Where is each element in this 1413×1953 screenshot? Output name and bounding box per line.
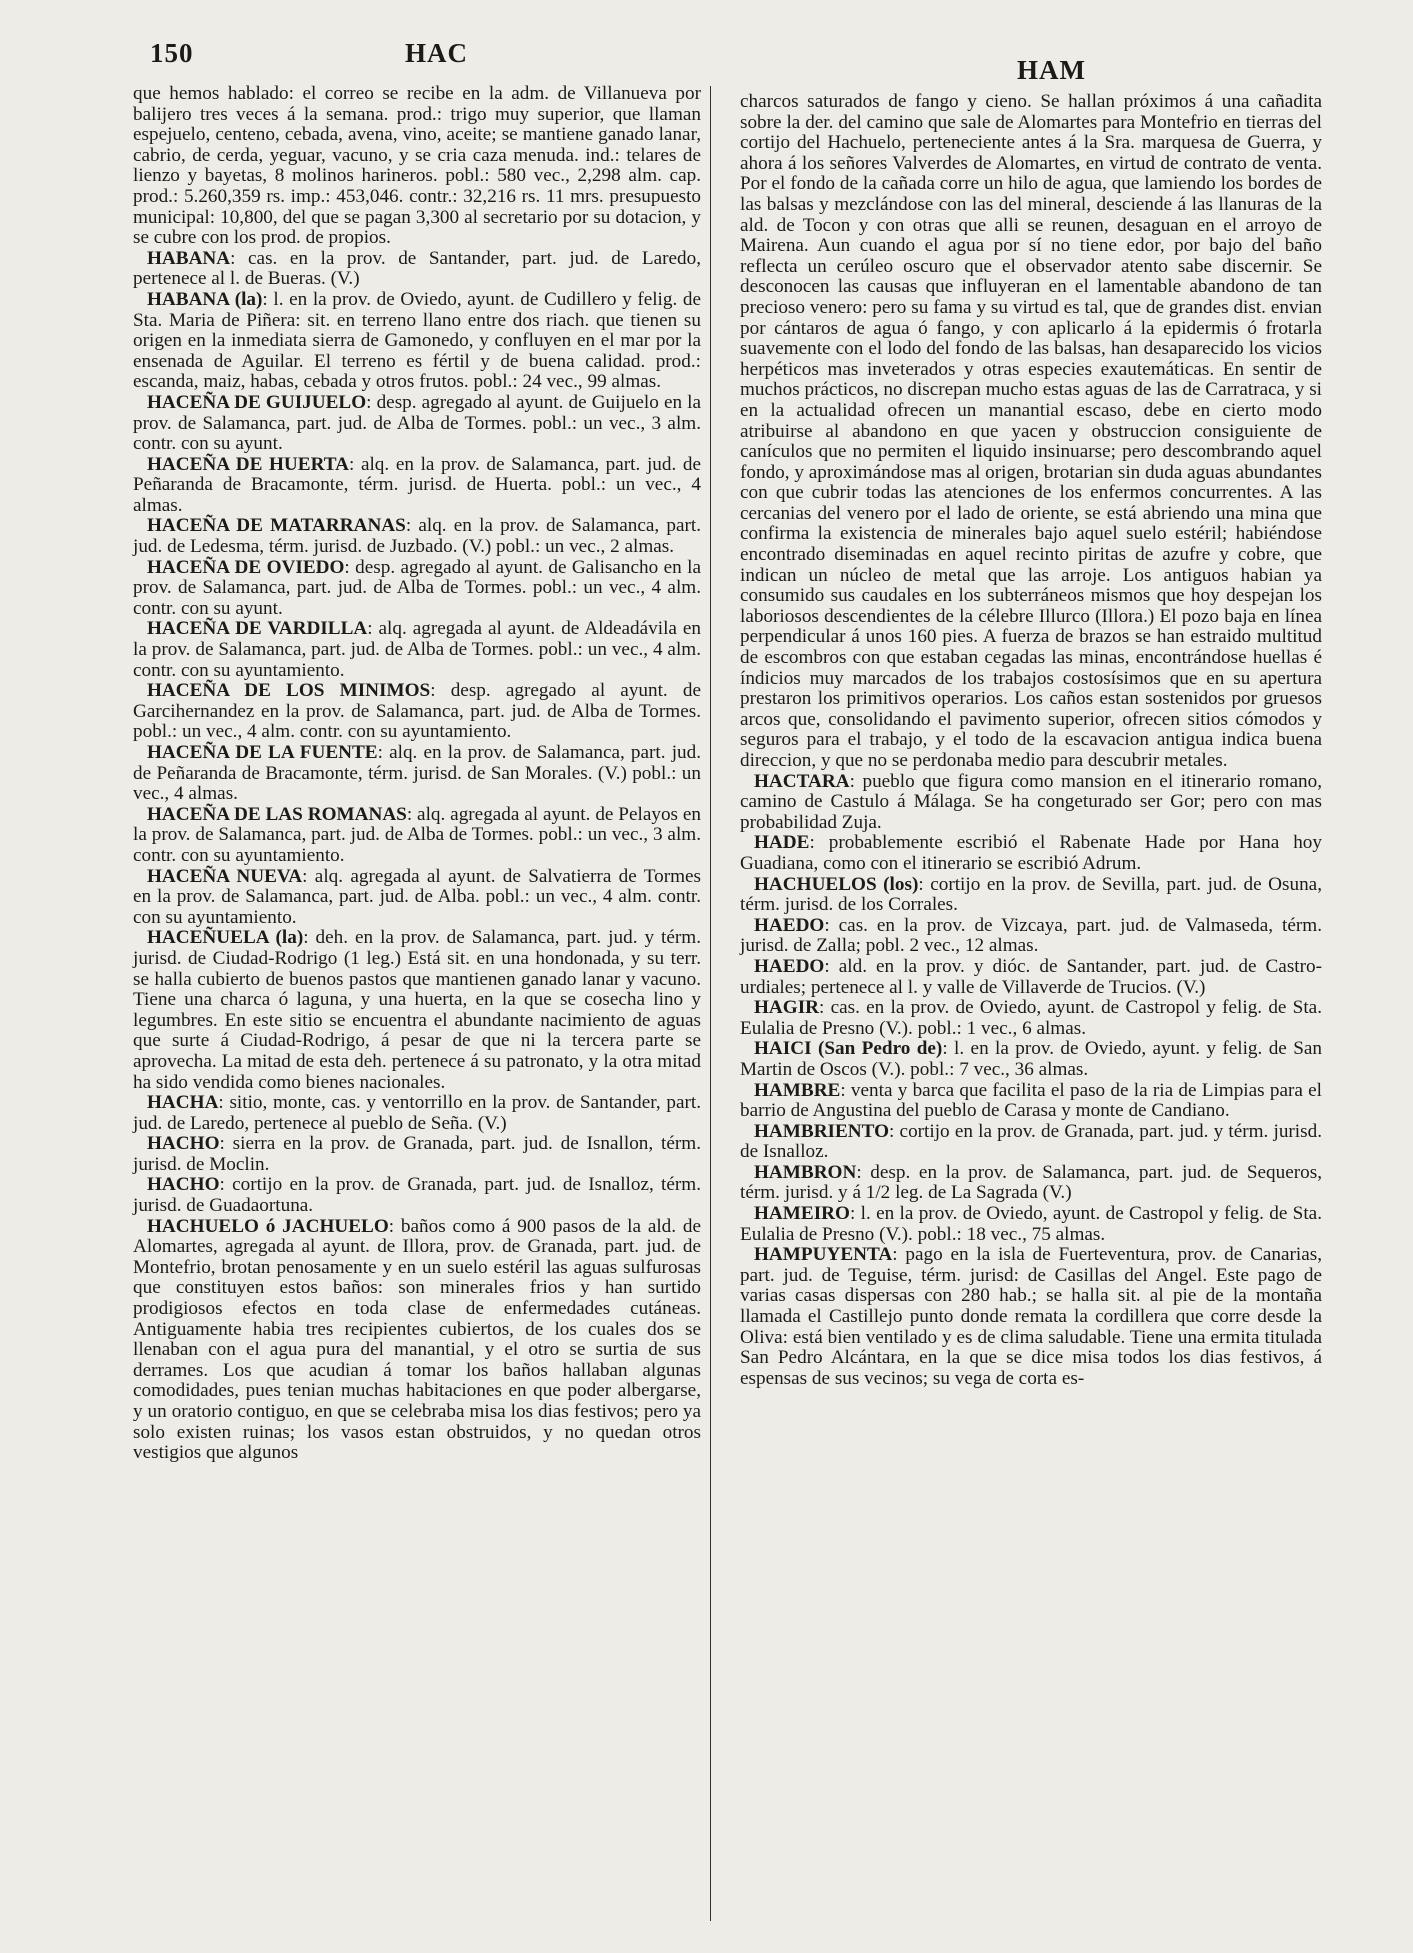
entry-body: : l. en la prov. de Oviedo, ayunt. de Castropol y felig. de Sta. Eulalia de Presno (V.). pobl.: 18 vec., 75 almas. xyxy=(740,1203,1322,1245)
page-number: 150 xyxy=(150,38,194,68)
entry-headword: HACEÑA DE HUERTA xyxy=(147,453,349,475)
entry-body: : alq. agregada al ayunt. de Salvatierra de Tormes en la prov. de Salamanca, part. jud. de Alba. pobl.: un vec., 4 alm. contr. con su ayuntamiento. xyxy=(133,865,701,928)
entry-headword: HACEÑA DE LA FUENTE xyxy=(147,742,378,763)
entry-headword: HACEÑA DE MATARRANAS xyxy=(147,515,406,537)
entry xyxy=(740,916,1322,957)
entry-body: : l. en la prov. de Oviedo, ayunt. de Cudillero y felig. de Sta. Maria de Piñera: sit. en terreno llano entre dos riach. que tienen su origen en la inmediata sierra de Gamonedo, y confluyen en el mar por la ensenada de Aguilar. El terreno es fértil y de buena calidad. prod.: escanda, maiz, habas, cebada y otros frutos. pobl.: 24 vec., 99 almas. xyxy=(133,288,701,393)
entry-headword: HAICI (San Pedro de) xyxy=(754,1038,943,1060)
entry xyxy=(133,393,701,455)
left-guide-word: HAC xyxy=(405,38,468,68)
entry-body: : desp. agregado al ayunt. de Garcihernandez en la prov. de Salamanca, part. jud. de Alba de Tormes. pobl.: un vec., 4 alm. contr. con su ayuntamiento. xyxy=(133,680,701,743)
entry xyxy=(133,516,701,557)
entry xyxy=(133,558,701,620)
entry xyxy=(133,743,701,805)
entry-headword: HAEDO xyxy=(754,955,825,977)
entry-body: : l. en la prov. de Oviedo, ayunt. y felig. de San Martin de Oscos (V.). pobl.: 7 vec., 36 almas. xyxy=(740,1038,1322,1080)
entry xyxy=(740,1081,1322,1122)
entry-body: : desp. en la prov. de Salamanca, part. jud. de Sequeros, térm. jurisd. y á 1/2 leg. de La Sagrada (V.) xyxy=(740,1161,1322,1204)
entry-headword: HACEÑA DE OVIEDO xyxy=(147,556,345,578)
entry-headword: HAEDO xyxy=(754,914,825,936)
entry-headword: HACEÑA NUEVA xyxy=(147,865,303,887)
entry xyxy=(133,1217,701,1464)
entry-body: : cortijo en la prov. de Granada, part. jud. y térm. jurisd. de Isnalloz. xyxy=(740,1120,1322,1163)
entry xyxy=(740,875,1322,916)
entry-headword: HACEÑA DE GUIJUELO xyxy=(147,391,367,413)
entry xyxy=(740,1245,1322,1389)
entry-headword: HACHO xyxy=(147,1174,220,1196)
entry-body: : sitio, monte, cas. y ventorrillo en la prov. de Santander, part. jud. de Laredo, pertenece al pueblo de Seña. (V.) xyxy=(133,1092,701,1134)
entry-headword: HACHA xyxy=(147,1092,219,1114)
entry xyxy=(133,805,701,867)
entry-body: : alq. en la prov. de Salamanca, part. jud. de Peñaranda de Bracamonte, térm. jurisd. de Huerta. pobl.: un vec., 4 almas. xyxy=(133,453,701,516)
entry-body: : venta y barca que facilita el paso de la ria de Limpias para el barrio de Angustina del pueblo de Carasa y monte de Candiano. xyxy=(740,1079,1322,1122)
entry xyxy=(133,619,701,681)
entry-headword: HACEÑA DE LOS MINIMOS xyxy=(147,680,431,702)
entry xyxy=(740,998,1322,1039)
entry-body: : cortijo en la prov. de Sevilla, part. jud. de Osuna, térm. jurisd. de los Corrales. xyxy=(740,873,1322,916)
entry-body: : pago en la isla de Fuerteventura, prov. de Canarias, part. jud. de Teguise, térm. jurisd: de Casillas del Angel. Este pago de varias casas dispersas con 280 hab.; se halla sit. al pie de la montaña llamada el Castillejo punto donde remata la cordillera que corre desde la Oliva: está bien ventilado y es de clima saludable. Tiene una ermita titulada San Pedro Alcántara, en la que se dice misa todos los dias festivos, á espensas de sus vecinos; su vega de corta es- xyxy=(740,1244,1322,1389)
entry xyxy=(740,92,1322,772)
entry-headword: HADE xyxy=(754,832,810,854)
entry-body: : desp. agregado al ayunt. de Galisancho en la prov. de Salamanca, part. jud. de Alba de Tormes. pobl.: un vec., 4 alm. contr. con su ayunt. xyxy=(133,556,701,619)
entry-headword: HAGIR xyxy=(754,997,820,1019)
left-column xyxy=(133,84,701,1464)
entry-headword: HACHO xyxy=(147,1133,220,1155)
entry xyxy=(740,1163,1322,1204)
entry-headword: HABANA (la) xyxy=(147,288,263,310)
entry xyxy=(133,455,701,517)
entry-body: : cas. en la prov. de Vizcaya, part. jud. de Valmaseda, térm. jurisd. de Zalla; pobl. 2 vec., 12 almas. xyxy=(740,914,1322,957)
entry-headword: HACEÑUELA (la) xyxy=(147,927,304,949)
entry-body: : baños como á 900 pasos de la ald. de Alomartes, agregada al ayunt. de Illora, prov. de Granada, part. jud. de Montefrio, brotan penosamente y en un suelo estéril las aguas sulfurosas que constituyen estos baños: son minerales frios y han surtido prodigiosos efectos en toda clase de enfermedades cutáneas. Antiguamente habia tres recipientes cubiertos, de los cuales dos se llenaban con el agua pura del manantial, y el otro se surtia de sus derrames. Los que acudian á tomar los baños hallaban algunas comodidades, pues tenian muchas habitaciones en que poder albergarse, y un oratorio contiguo, en que se celebraba misa los dias festivos; pero ya solo existen ruinas; los vasos estan obstruidos, y no quedan otros vestigios que algunos xyxy=(133,1215,701,1464)
entry-body: que hemos hablado: el correo se recibe en la adm. de Villanueva por balijero tres veces á la semana. prod.: trigo muy superior, que llaman espejuelo, centeno, cebada, avena, vino, aceite; se mantiene ganado lanar, cabrio, de cerda, yeguar, vacuno, y se cria caza menuda. ind.: telares de lienzo y bayetas, 8 molinos harineros. pobl.: 580 vec., 2,298 alm. cap. prod.: 5.260,359 rs. imp.: 453,046. contr.: 32,216 rs. 11 mrs. presupuesto municipal: 10,800, del que se pagan 3,300 al secretario por su dotacion, y se cubre con los prod. de propios. xyxy=(133,83,701,249)
entry xyxy=(740,1122,1322,1163)
entry xyxy=(133,84,701,249)
entry xyxy=(133,681,701,743)
entry xyxy=(133,1134,701,1175)
entry-body: : cortijo en la prov. de Granada, part. jud. de Isnalloz, térm. jurisd. de Guadaortuna. xyxy=(133,1174,701,1217)
entry-body: : alq. agregada al ayunt. de Pelayos en la prov. de Salamanca, part. jud. de Alba de Tormes. pobl.: un vec., 3 alm. contr. con su ayuntamiento. xyxy=(133,803,701,866)
right-column xyxy=(740,92,1322,1389)
entry-body: : cas. en la prov. de Oviedo, ayunt. de Castropol y felig. de Sta. Eulalia de Presno (V.). pobl.: 1 vec., 6 almas. xyxy=(740,997,1322,1039)
entry-headword: HABANA xyxy=(147,247,231,269)
entry xyxy=(740,772,1322,834)
entry-headword: HACHUELO ó JACHUELO xyxy=(147,1215,389,1237)
entry-body: : deh. en la prov. de Salamanca, part. jud. y térm. jurisd. de Ciudad-Rodrigo (1 leg.) Está sit. en una hondonada, y su terr. se halla cubierto de buenos pastos que mantienen ganado lanar y vacuno. Tiene una charca ó laguna, y una huerta, en la que se cosecha lino y legumbres. En este sitio se encuentra el abundante nacimiento de aguas que surte á Ciudad-Rodrigo, á pesar de que ni la tercera parte se aprovecha. La mitad de esta deh. pertenece á su patronato, y la otra mitad ha sido vendida como bienes nacionales. xyxy=(133,927,702,1093)
entry-body: : alq. agregada al ayunt. de Aldeadávila en la prov. de Salamanca, part. jud. de Alba de Tormes. pobl.: un vec., 4 alm. contr. con su ayuntamiento. xyxy=(133,618,701,681)
entry-body: : probablemente escribió el Rabenate Hade por Hana hoy Guadiana, como con el itinerario se escribió Adrum. xyxy=(740,832,1322,874)
entry xyxy=(740,957,1322,998)
entry xyxy=(133,928,701,1093)
entry-body: charcos saturados de fango y cieno. Se hallan próximos á una cañadita sobre la der. del camino que sale de Alomartes para Montefrio en tierras del cortijo del Hachuelo, perteneciente antes á la Sra. marquesa de Guerra, y ahora á los señores Valverdes de Alomartes, en virtud de contrato de venta. Por el fondo de la cañada corre un hilo de agua, que lamiendo los bordes de las balsas y mezclándose con las del mineral, desciende á las llanuras de la ald. de Tocon y con otras que alli se reunen, desaguan en el arroyo de Mairena. Aun cuando el agua por sí no tiene edor, por bajo del baño reflecta un cerúleo oscuro que el observador atento sabe discernir. Se desconocen las causas que influyeran en el lamentable abandono de tan precioso venero: pero su fama y su virtud es tal, que de grandes dist. envian por cántaros de agua ó fango, y con aplicarlo á la epidermis ó frotarla suavemente con el lodo del fondo de las balsas, han desaparecido los vicios herpéticos mas inveterados y otras especies exautemáticas. En sentir de muchos prácticos, no discrepan mucho estas aguas de las de Carratraca, y si en la actualidad ofrecen un manantial escaso, debe en cierto modo atribuirse al abandono en que yacen y obstruccion consiguiente de canículos que no permiten el liquido insinuarse; pero descombrando aquel fondo, y aproximándose mas al origen, brotarian sin duda aguas abundantes con que cubrir todas las atenciones de los enfermos concurrentes. A las cercanias del venero por el lado de oriente, se está abriendo una mina que confirma la existencia de minerales bajo aquel suelo estéril; habiéndose encontrado diseminadas en aquel recinto piritas de azufre y cobre, que indican un núcleo de metal que las arroje. Los antiguos habian ya consumido sus caudales en los subterráneos mismos que hoy despejan los laboriosos descendientes de la célebre Illurco (Illora.) El pozo baja en línea perpendicular á unos 160 pies. A fuerza de brazos se han estraido multitud de escombros con que estaban cegadas las minas, encontrándose huellas é índicios muy marcados de los trabajos costosísimos que en su apertura prestaron los primitivos operarios. Los caños estan sostenidos por gruesos arcos que, consolidando el pavimento superior, ofrecen sitios cómodos y seguros para el trabajo, y el todo de la escavacion antigua indica buena direccion, y que no se perdonaba medio para descubrir metales. xyxy=(740,91,1322,771)
entry-headword: HACTARA xyxy=(754,770,850,792)
entry xyxy=(133,1093,701,1134)
entry xyxy=(133,1175,701,1216)
entry-body: : alq. en la prov. de Salamanca, part. jud. de Peñaranda de Bracamonte, térm. jurisd. de San Morales. (V.) pobl.: un vec., 4 almas. xyxy=(133,742,702,805)
column-divider xyxy=(710,86,711,1921)
entry xyxy=(740,1039,1322,1080)
entry-headword: HAMEIRO xyxy=(754,1203,850,1225)
entry-body: : alq. en la prov. de Salamanca, part. jud. de Ledesma, térm. jurisd. de Juzbado. (V.) pobl.: un vec., 2 almas. xyxy=(133,515,701,558)
entry xyxy=(133,867,701,929)
entry xyxy=(740,833,1322,874)
entry-body: : sierra en la prov. de Granada, part. jud. de Isnallon, térm. jurisd. de Moclin. xyxy=(133,1133,701,1175)
right-guide-word: HAM xyxy=(1017,55,1086,85)
entry xyxy=(133,249,701,290)
entry-headword: HAMBRE xyxy=(754,1079,841,1101)
entry-headword: HACHUELOS (los) xyxy=(754,873,919,895)
entry-body: : ald. en la prov. y dióc. de Santander, part. jud. de Castro-urdiales; pertenece al l. y valle de Villaverde de Trucios. (V.) xyxy=(740,955,1322,998)
entry-body: : cas. en la prov. de Santander, part. jud. de Laredo, pertenece al l. de Bueras. (V.) xyxy=(133,247,701,290)
entry-body: : pueblo que figura como mansion en el itinerario romano, camino de Castulo á Málaga. Se ha congeturado ser Gor; pero con mas probabilidad Zuja. xyxy=(740,770,1322,833)
entry-headword: HAMBRIENTO xyxy=(754,1120,890,1142)
entry-headword: HACEÑA DE LAS ROMANAS xyxy=(147,803,407,825)
entry-headword: HAMPUYENTA xyxy=(754,1244,893,1266)
entry-body: : desp. agregado al ayunt. de Guijuelo en la prov. de Salamanca, part. jud. de Alba de Tormes. pobl.: un vec., 3 alm. contr. con su ayunt. xyxy=(133,391,701,455)
entry xyxy=(133,290,701,393)
entry-headword: HACEÑA DE VARDILLA xyxy=(147,618,368,640)
entry-headword: HAMBRON xyxy=(754,1161,857,1183)
entry xyxy=(740,1204,1322,1245)
